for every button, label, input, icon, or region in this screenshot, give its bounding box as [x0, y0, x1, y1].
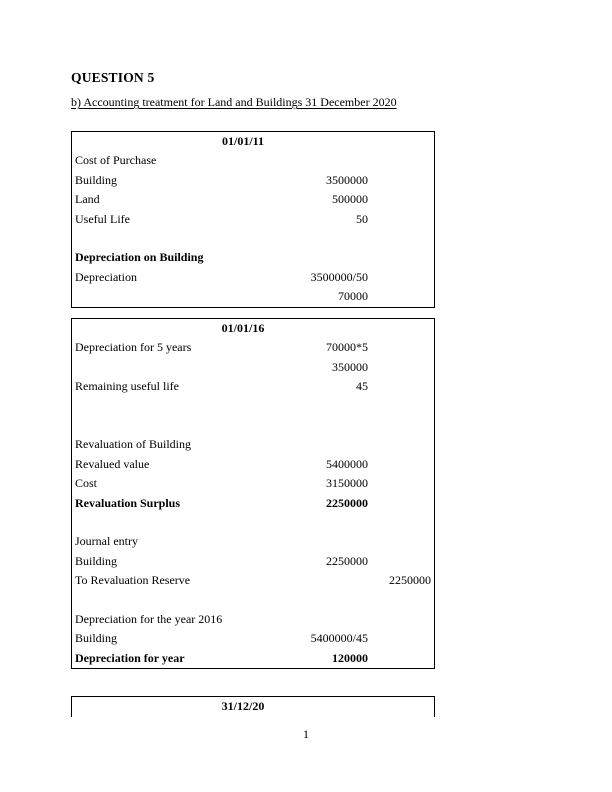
table-row	[72, 629, 434, 648]
row-amount: 50	[356, 211, 368, 226]
row-label: Depreciation for year	[75, 650, 185, 665]
row-amount: 120000	[332, 650, 368, 665]
row-label: Depreciation for the year 2016	[75, 611, 223, 626]
table-row	[72, 571, 434, 590]
row-amount: 3500000/50	[310, 269, 368, 284]
accounting-table-2011	[71, 131, 435, 308]
table-row	[72, 210, 434, 229]
table-row	[72, 151, 434, 170]
row-label: Depreciation	[75, 269, 137, 284]
table-row	[72, 397, 434, 416]
table-row	[72, 590, 434, 609]
table-row	[72, 338, 434, 357]
table-row	[72, 532, 434, 551]
table-row	[72, 171, 434, 190]
row-label: Remaining useful life	[75, 379, 179, 394]
row-amount: 500000	[332, 192, 368, 207]
table-row	[72, 513, 434, 532]
table-row	[72, 610, 434, 629]
table-row	[72, 494, 434, 513]
table-body	[72, 338, 434, 668]
row-label: Building	[75, 172, 118, 187]
row-amount: 3150000	[326, 476, 368, 491]
row-label: To Revaluation Reserve	[75, 573, 191, 588]
row-amount: 5400000	[326, 456, 368, 471]
row-label: Land	[75, 192, 100, 207]
row-amount: 5400000/45	[310, 631, 368, 646]
page-number: 1	[303, 727, 309, 741]
row-label: Journal entry	[75, 534, 138, 549]
row-label: Building	[75, 631, 118, 646]
table-row	[72, 435, 434, 454]
accounting-table-2016	[71, 318, 435, 669]
page-title: QUESTION 5	[71, 70, 155, 85]
table-row	[72, 287, 434, 306]
table-header-date: 01/01/16	[221, 321, 265, 335]
table-row	[72, 649, 434, 668]
accounting-table-2020	[71, 696, 435, 717]
row-amount: 2250000	[326, 553, 368, 568]
row-amount: 45	[356, 379, 368, 394]
document-subtitle: b) Accounting treatment for Land and Buildings 31 December 2020	[71, 95, 397, 109]
table-row	[72, 474, 434, 493]
table-row	[72, 377, 434, 396]
row-amount: 70000	[338, 289, 368, 304]
table-header-date: 01/01/11	[221, 134, 264, 148]
table-row	[72, 268, 434, 287]
row-label: Building	[75, 553, 118, 568]
row-label: Revalued value	[75, 456, 150, 471]
row-credit-amount: 2250000	[389, 573, 431, 588]
table-row	[72, 190, 434, 209]
row-amount: 3500000	[326, 172, 368, 187]
row-label: Revaluation of Building	[75, 437, 191, 452]
table-row	[72, 358, 434, 377]
row-label: Useful Life	[75, 211, 130, 226]
table-row	[72, 229, 434, 248]
row-amount: 350000	[332, 359, 368, 374]
row-label: Depreciation for 5 years	[75, 340, 192, 355]
table-row	[72, 455, 434, 474]
row-label: Revaluation Surplus	[75, 495, 181, 510]
table-body	[72, 151, 434, 306]
table-header-date: 31/12/20	[221, 699, 265, 713]
table-row	[72, 552, 434, 571]
table-row	[72, 248, 434, 267]
table-row	[72, 416, 434, 435]
row-label: Cost of Purchase	[75, 153, 157, 168]
row-amount: 2250000	[326, 495, 368, 510]
row-label: Cost	[75, 476, 98, 491]
row-label: Depreciation on Building	[75, 250, 204, 265]
row-amount: 70000*5	[326, 340, 368, 355]
